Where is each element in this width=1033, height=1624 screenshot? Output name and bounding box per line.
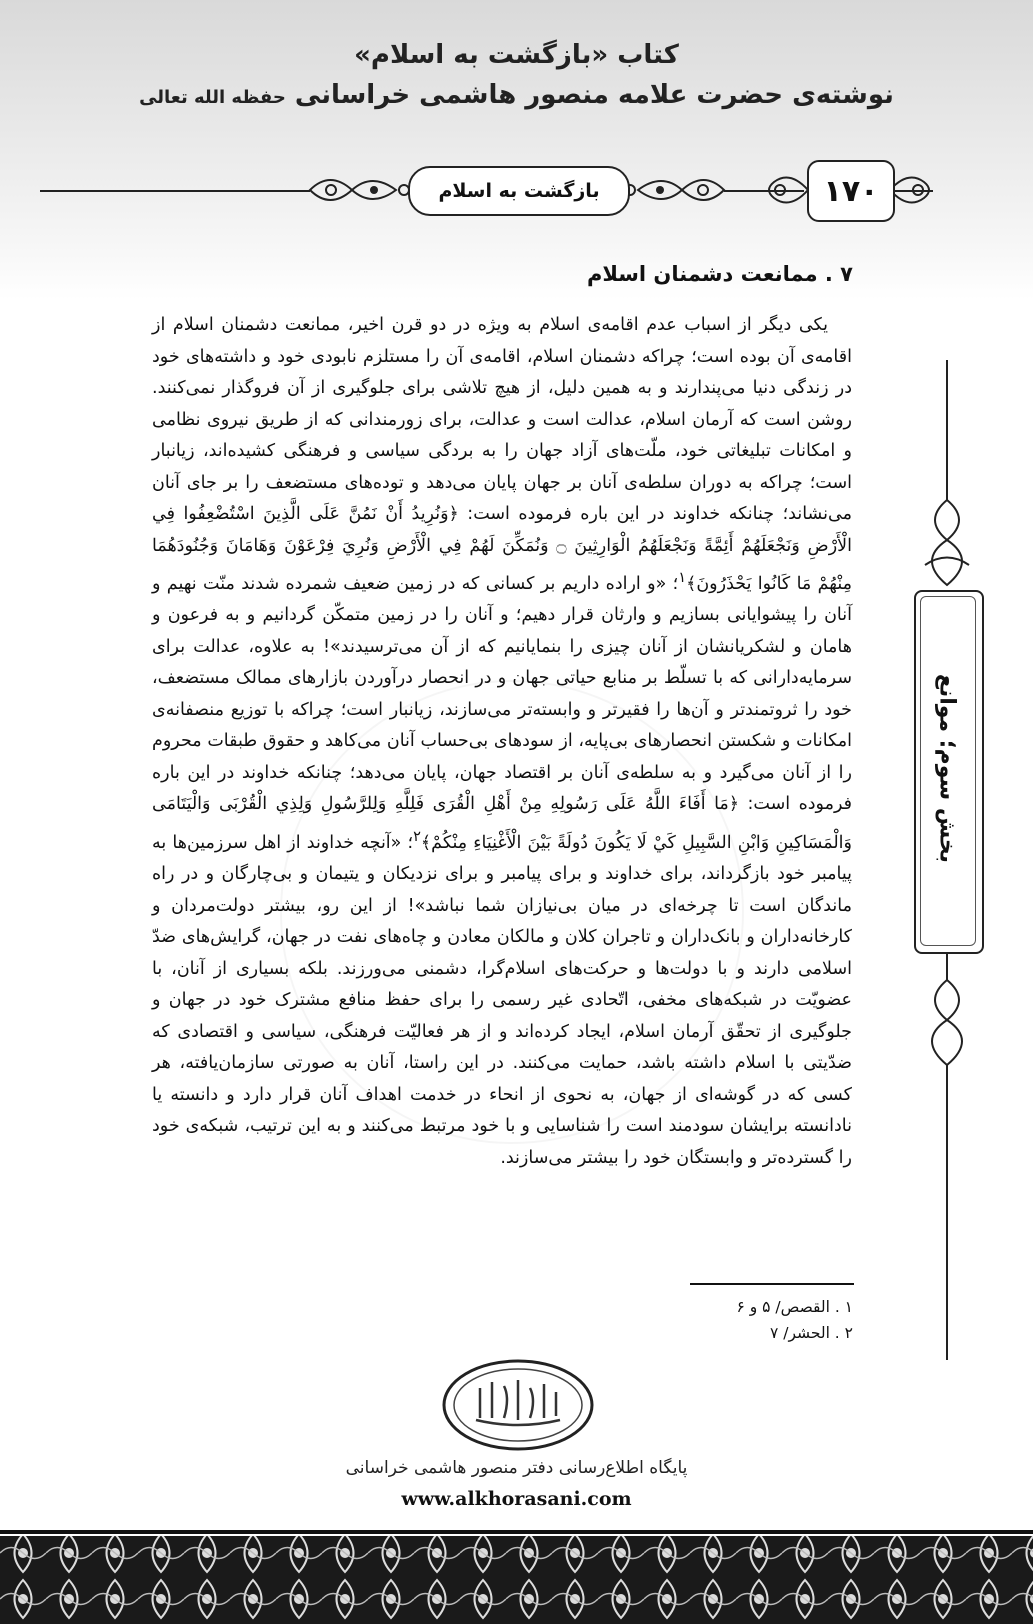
- footnote-2: ۲ . الحشر/ ۷: [769, 1324, 853, 1342]
- right-flourish-ornament: [622, 166, 734, 214]
- footnote-mark-1: ۱: [678, 569, 687, 586]
- author-name: نوشته‌ی حضرت علامه منصور هاشمی خراسانی: [294, 80, 894, 110]
- body-text-part3: ؛ «آنچه خداوند از اهل سرزمین‌ها به پیامبر خود بازگرداند، برای خداوند و برای پیامبر و برای نزدیکان و یتیمان و بی‌چارگان و در راه ماندگان است تا چرخه‌ای در میان بی‌نیازان شما نباشد»! از این رو، بیشتر دولت‌مردان و کارخانه‌داران و بانک‌داران و تاجران کلان و مالکان معادن و چاه‌های نفت در جهان، گرایش‌های ضدّ اسلامی دارند و با دولت‌ها و حرکت‌های اسلام‌گرا، دشمنی می‌ورزند. بلکه بسیاری از آنان، با عضویّت در شبکه‌های مخفی، اتّحادی غیر رسمی را برای حفظ منافع مشترک خود در جهان و جلوگیری از تحقّق آرمان اسلام، ایجاد کرده‌اند و از هر فعالیّت فرهنگی، سیاسی و اقتصادی که ضدّیتی با اسلام داشته باشد، حمایت می‌کنند. در این راستا، آنان به صورتی سازمان‌یافته، هر کسی که در گوشه‌ای از جهان، به نحوی از انحاء در خدمت اهداف آنان قرار دارد و دانسته یا نادانسته برایشان سودمند است را شناسایی و با خود مرتبط می‌کنند و به این ترتیب، شبکه‌ی خود را گسترده‌تر و وابستگان خود را بیشتر می‌سازند.: [152, 832, 852, 1168]
- author-honorific: حفظه الله تعالی: [139, 87, 286, 108]
- body-text-part2: ؛ «و اراده داریم بر کسانی که در زمین ضعیف شمرده شدند منّت نهیم و آنان را پیشوایانی بسازیم و وارثان قرار دهیم؛ و آنان را در زمین متمکّن گردانیم و به فرعون و هامان و لشکریانشان از آنان چیزی را بنمایانیم که از آن می‌ترسیدند»! به علاوه، عدالت برای سرمایه‌دارانی که با تسلّط بر منابع حیاتی جهان و در انحصار درآوردن بازارهای ممالک مستضعف، خود را ثروتمندتر و آن‌ها را فقیرتر و وابسته‌تر می‌سازند، زیانبار است؛ چراکه با توزیع منصفانه‌ی امکانات و شکستن انحصارهای بی‌پایه، از سودهای بی‌حساب آنان می‌کاهد و حقوق طبقات محروم را از آنان می‌گیرد و به سلطه‌ی آنان بر اقتصاد جهان، پایان می‌دهد؛ چنانکه خداوند در این باره فرموده است:: [152, 573, 852, 815]
- section-heading: ۷ . ممانعت دشمنان اسلام: [586, 262, 853, 286]
- running-title-box: [408, 166, 630, 216]
- page-number: ۱۷۰: [807, 160, 895, 222]
- footnote-1: ۱ . القصص/ ۵ و ۶: [736, 1298, 853, 1316]
- left-flourish-ornament: [300, 166, 412, 214]
- body-text-part1: یکی دیگر از اسباب عدم اقامه‌ی اسلام به ویژه در دو قرن اخیر، ممانعت دشمنان اسلام از اقامه‌ی آن بوده است؛ چراکه دشمنان اسلام، اقامه‌ی آن را مستلزم نابودی خود و داشته‌های خود در زندگی دنیا می‌پندارند و به همین دلیل، از هیچ تلاشی برای جلوگیری از آن فروگذار نمی‌کنند. روشن است که آرمان اسلام، عدالت است و عدالت، برای زورمندانی که از طریق نیروی نظامی و امکانات تبلیغاتی خود، ملّت‌های آزاد جهان را به بردگی سیاسی و فرهنگی کشیده‌اند، زیانبار است؛ چراکه به دوران سلطه‌ی آنان بر جهان پایان می‌دهد و توده‌های مستضعف را بر جای آنان می‌نشاند؛ چنانکه خداوند در این باره فرموده است:: [152, 315, 852, 524]
- quran-verse-1: ﴿وَنُرِيدُ أَنْ نَمُنَّ عَلَى الَّذِينَ اسْتُضْعِفُوا فِي الْأَرْضِ وَنَجْعَلَهُمْ أَئِمَّةً وَنَجْعَلَهُمُ الْوَارِثِينَ ۝ وَنُمَكِّنَ لَهُمْ فِي الْأَرْضِ وَنُرِيَ فِرْعَوْنَ وَهَامَانَ وَجُنُودَهُمَا مِنْهُمْ مَا كَانُوا يَحْذَرُونَ﴾: [152, 504, 853, 594]
- body-text: [152, 310, 852, 1174]
- page-number-right-ornament: [888, 164, 938, 216]
- footer-website: www.alkhorasani.com: [401, 1488, 632, 1510]
- author-line: [0, 80, 1033, 110]
- quran-verse-2: ﴿مَا أَفَاءَ اللَّهُ عَلَى رَسُولِهِ مِنْ أَهْلِ الْقُرَى فَلِلَّهِ وَلِلرَّسُولِ وَلِذِي الْقُرْبَى وَالْيَتَامَى وَالْمَسَاكِينِ وَابْنِ السَّبِيلِ كَيْ لَا يَكُونَ دُولَةً بَيْنَ الْأَغْنِيَاءِ مِنْكُمْ﴾: [152, 794, 852, 853]
- page-number-left-ornament: [760, 164, 810, 216]
- footer-pattern-band: [0, 1530, 1033, 1624]
- body-paragraph: [152, 310, 852, 1174]
- footnotes: [736, 1294, 853, 1346]
- book-title: کتاب «بازگشت به اسلام»: [354, 40, 679, 70]
- side-tab-label: بخش سوم؛ موانع: [934, 673, 960, 864]
- header-rule-left: [40, 190, 310, 192]
- running-title: بازگشت به اسلام: [438, 180, 600, 202]
- footnote-mark-2: ۲: [413, 827, 421, 845]
- footnote-divider: [690, 1283, 854, 1285]
- seal-logo: [440, 1358, 596, 1452]
- footer-caption: پایگاه اطلاع‌رسانی دفتر منصور هاشمی خراسانی: [345, 1458, 688, 1478]
